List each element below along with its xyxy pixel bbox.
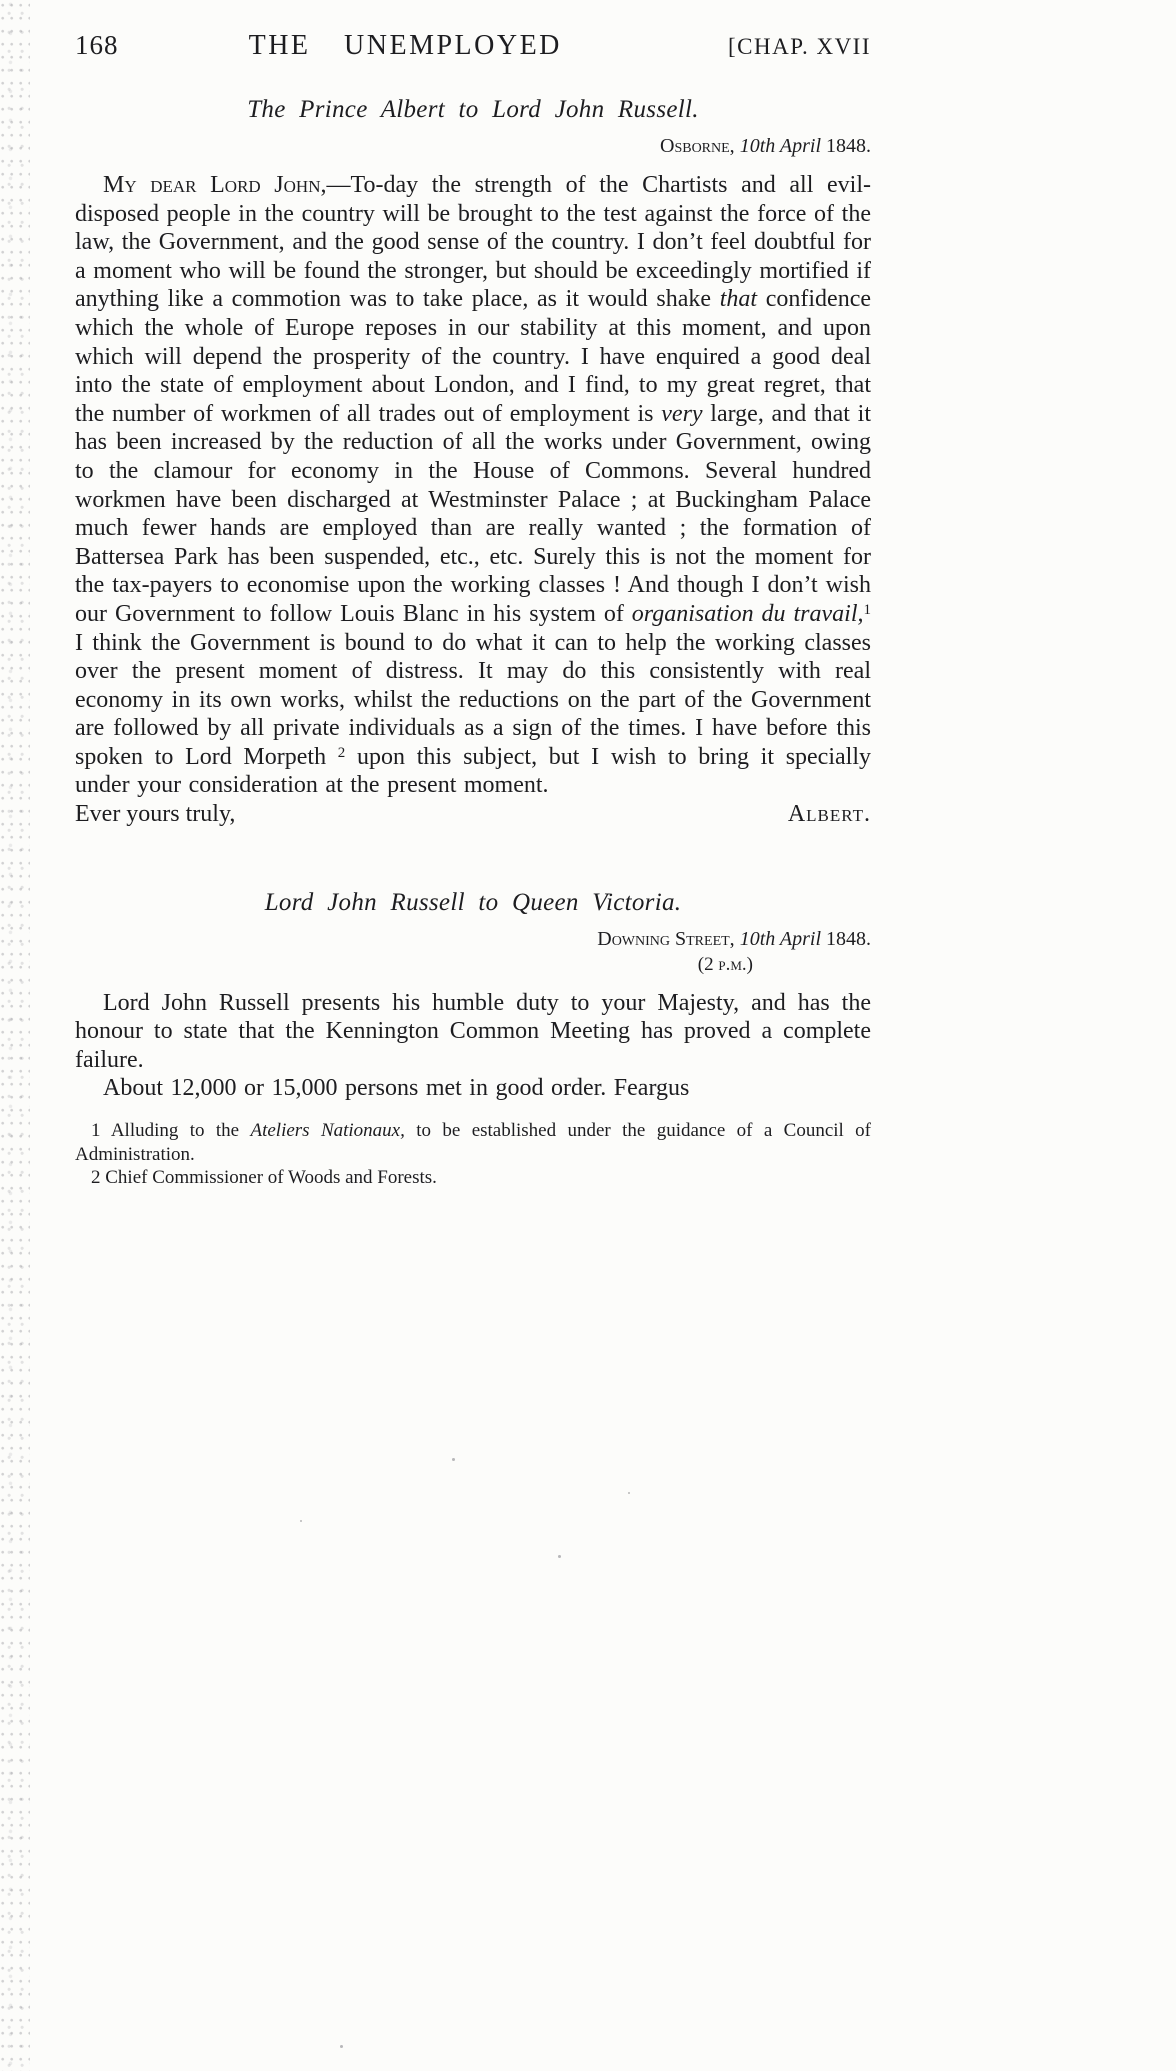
footnote-text-segment: to be established under the guidance of a Council of Administration. [75, 1120, 872, 1165]
letter-lord-john-russell [75, 889, 871, 1103]
running-title: THE UNEMPLOYED [248, 30, 562, 61]
page-content [75, 30, 871, 1190]
body-text-segment: large, and that it has been increased by the reduction of all the works under Government, owing to the clamour for economy in the House of Commons. Several hundred workmen have been discharged at Westminster Palace ; at Buckingham Palace much fewer hands are employed than are really wanted ; the formation of Battersea Park has been suspended, etc., etc. Surely this is not the moment for the tax-payers to economise upon the working classes ! And though I don’t wish our Government to follow Louis Blanc in his system of [75, 400, 871, 627]
closing-phrase: Ever yours truly, [75, 801, 236, 828]
dateline-year: 1848. [826, 135, 871, 157]
footnote-2 [75, 1166, 871, 1190]
footnote-marker: 1 [91, 1120, 101, 1142]
dateline-date: 10th April [739, 135, 821, 157]
scan-speck [558, 1555, 561, 1558]
italic-term: that [719, 286, 758, 313]
body-text-segment: upon this subject, but I wish to bring it specially under your consideration at the present moment. [75, 743, 871, 799]
letter-title: Lord John Russell to Queen Victoria. [264, 888, 682, 916]
signature: Albert. [787, 801, 871, 828]
page-header [75, 30, 871, 62]
body-text-segment: confidence which the whole of Europe reposes in our stability at this moment, and upon which will depend the prosperity of the country. I have enquired a good deal into the state of employment about London, and I find, to my great regret, that the number of workmen of all trades out of employment is [75, 286, 871, 427]
dateline-place: Osborne, [660, 135, 735, 157]
letter-body-paragraph [75, 171, 871, 800]
scan-noise-left-edge [0, 0, 30, 2071]
letter-body-paragraph: About 12,000 or 15,000 persons met in good order. Feargus [103, 1075, 690, 1102]
footnote-1 [75, 1119, 871, 1166]
body-text-segment: I think the Government is bound to do what it can to help the working classes over the present moment of distress. It may do this consistently with real economy in its own works, whilst the reductions on the part of the Government are followed by all private individuals as a sign of the times. I have before this spoken to Lord Morpeth [75, 629, 871, 770]
footnotes [75, 1119, 871, 1190]
footnote-ref-1: 1 [863, 601, 871, 618]
footnote-ref-2: 2 [337, 744, 346, 761]
italic-term: Ateliers Nationaux, [250, 1120, 405, 1142]
body-text-segment: —To-day the strength of the Chartists and all evil-disposed people in the country will be brought to the test against the force of the law, the Government, and the good sense of the country. I don’t feel doubtful for a moment who will be found the stronger, but should be exceedingly mortified if anything like a commotion was to take place, as it would shake [75, 172, 871, 313]
dateline-place: Downing Street, [597, 927, 735, 950]
chapter-label: [CHAP. XVII [728, 34, 871, 59]
dateline-year: 1848. [826, 927, 871, 950]
letter-body-paragraph: Lord John Russell presents his humble duty to your Majesty, and has the honour to state that the Kennington Common Meeting has proved a complete failure. [75, 989, 871, 1073]
page-number: 168 [75, 30, 119, 60]
footnote-text-segment: Chief Commissioner of Woods and Forests. [100, 1167, 437, 1189]
letter-closing-line [75, 800, 871, 829]
scan-speck [452, 1458, 455, 1461]
scan-speck [300, 1520, 302, 1522]
salutation: My dear Lord John, [103, 172, 327, 198]
dateline-time: (2 p.m.) [697, 953, 753, 975]
footnote-marker: 2 [91, 1167, 101, 1189]
dateline-date: 10th April [739, 927, 821, 950]
scan-speck [628, 1492, 630, 1494]
dateline [75, 134, 871, 159]
italic-term: organisation du travail, [631, 600, 864, 627]
italic-term: very [661, 400, 703, 427]
footnote-text-segment: Alluding to the [100, 1120, 251, 1142]
scan-speck [340, 2045, 343, 2048]
dateline [75, 927, 871, 977]
letter-title: The Prince Albert to Lord John Russell. [247, 96, 699, 123]
letter-prince-albert [75, 96, 871, 829]
